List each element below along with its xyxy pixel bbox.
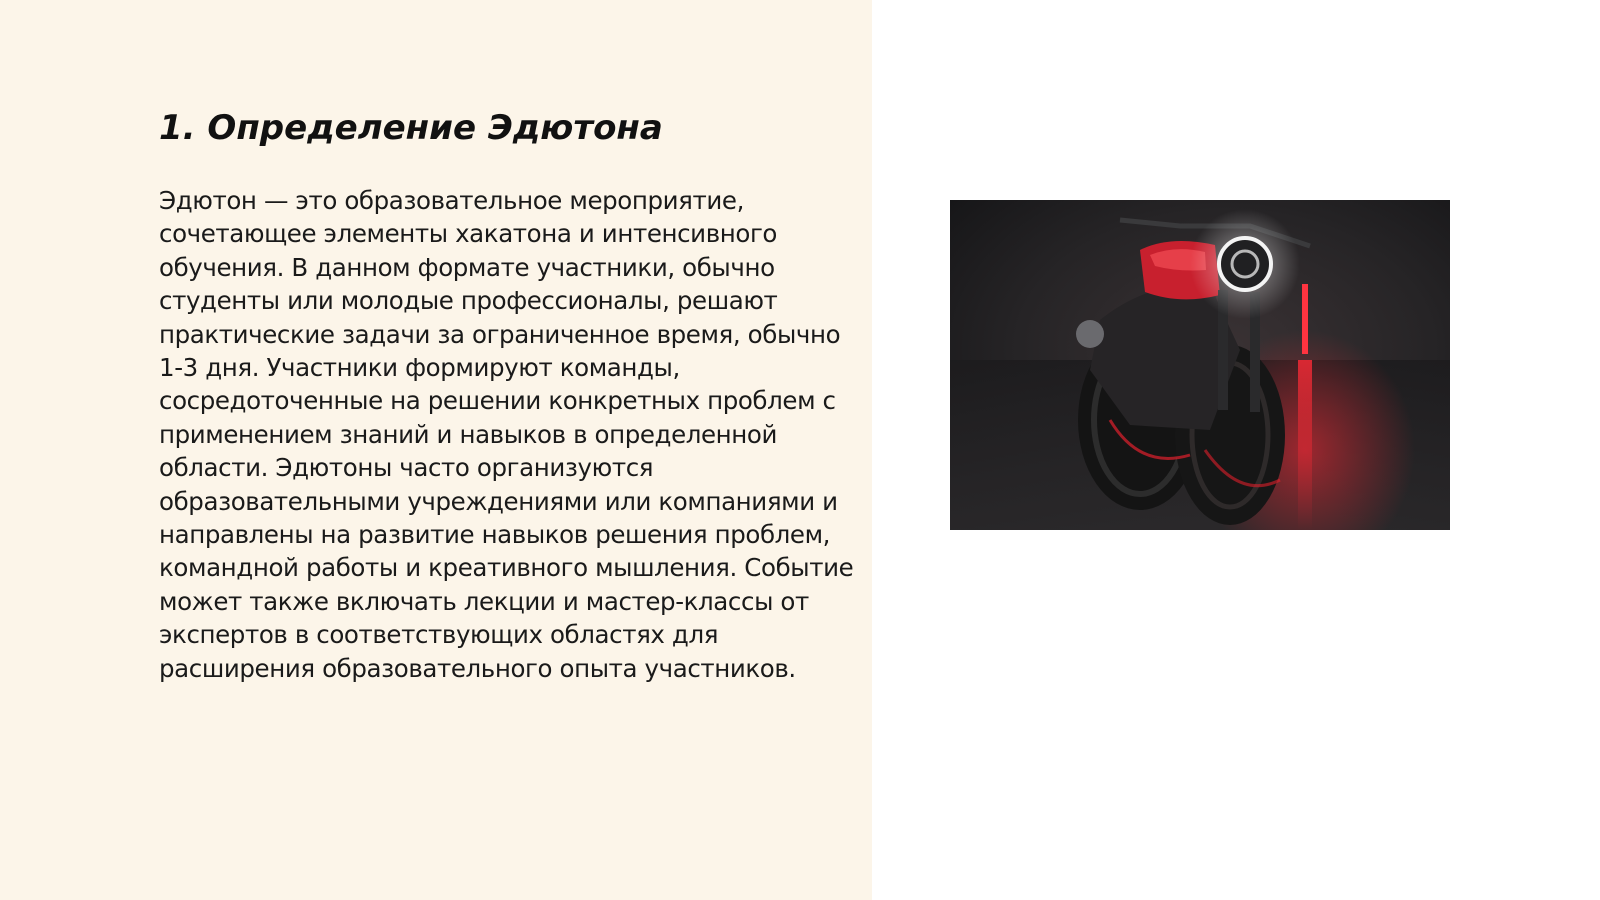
red-light-bar [1302, 284, 1308, 354]
headlight [1219, 238, 1271, 290]
slide-body-text: Эдютон — это образовательное мероприятие, сочетающее элементы хакатона и интенсивного обучения. В данном формате участники, обычно студенты или молодые профессионалы, решают практические задачи за ограниченное время, обычно 1-3 дня. Участники формируют команды, сосредоточенные на решении конкретных проблем с применением знаний и навыков в определенной области. Эдютоны часто организуются образовательными учреждениями или компаниями и направлены на развитие навыков решения проблем, командной работы и креативного мышления. Событие может также включать лекции и мастер-классы от экспертов в соответствующих областях для расширения образовательного опыта участников. [159, 186, 854, 683]
motorcycle-photo [950, 200, 1450, 530]
slide-title: 1. Определение Эдютона [159, 108, 663, 148]
